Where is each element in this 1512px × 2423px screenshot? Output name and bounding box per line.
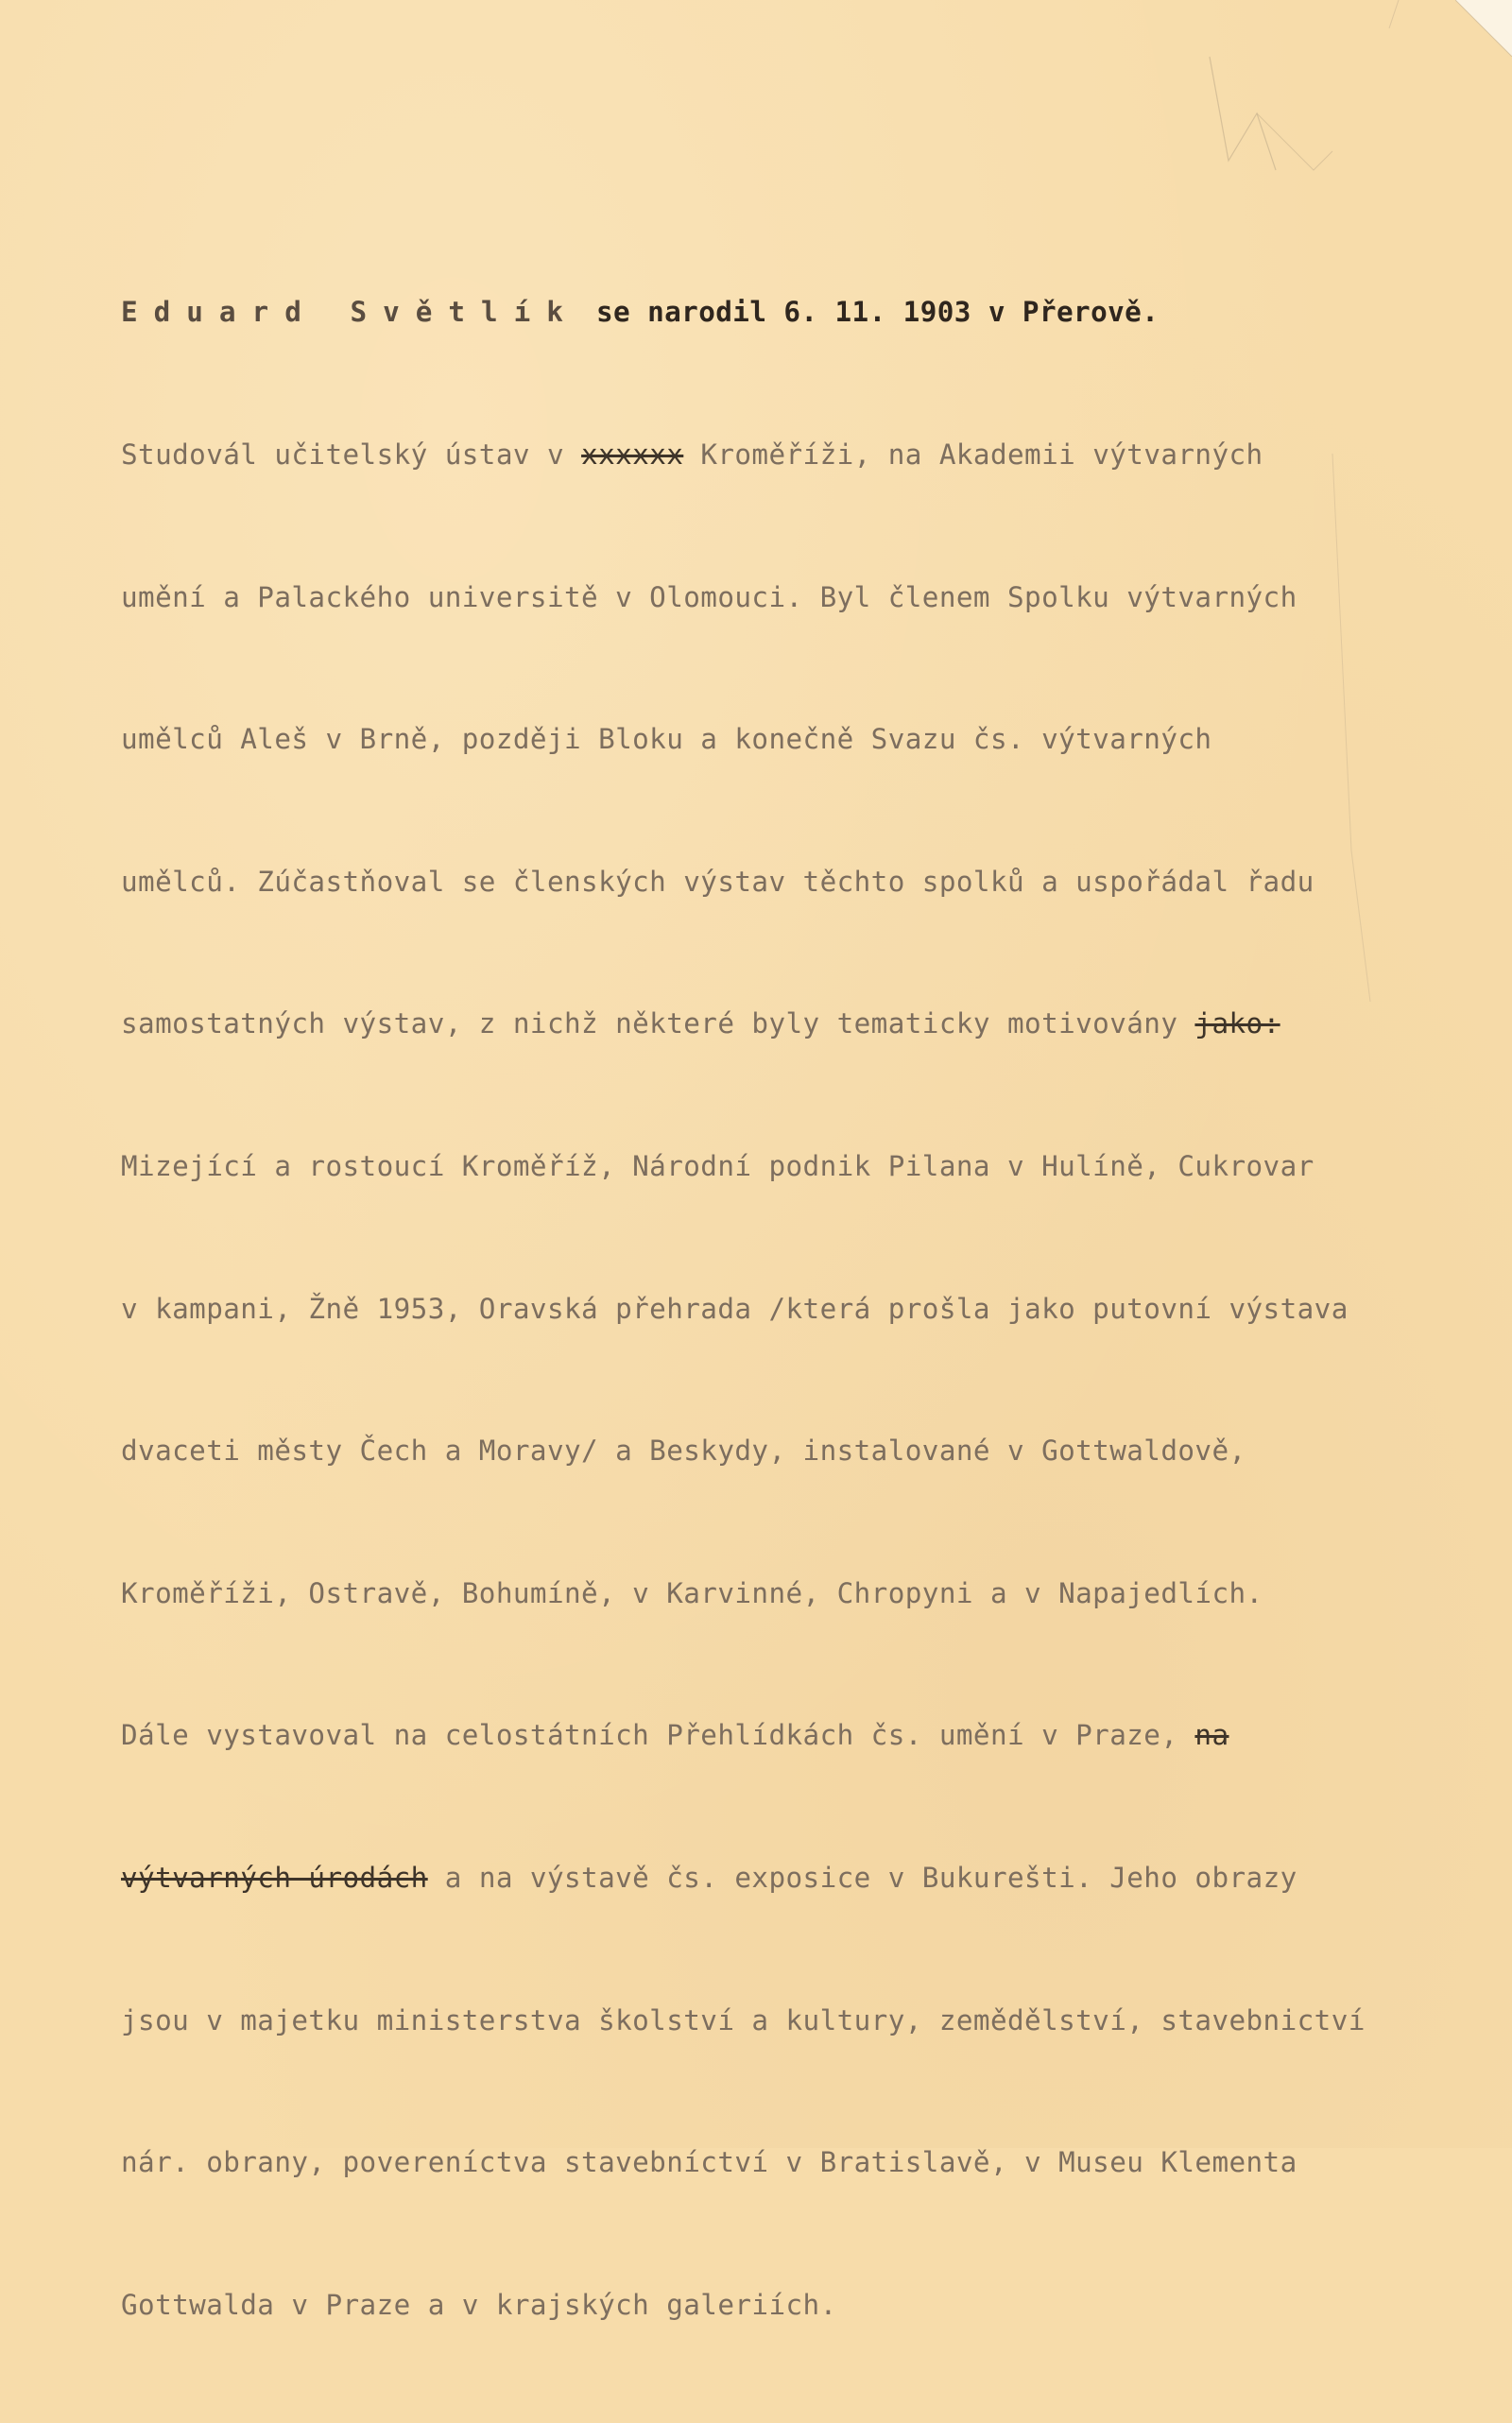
text-line-1 <box>121 288 1510 335</box>
line-6-struck: jako: <box>1194 1007 1280 1040</box>
line-9-seg-1: dvaceti městy Čech a Moravy/ a Beskydy, instalované v Gottwaldově, <box>121 1435 1246 1468</box>
line-4-seg-1: umělců Aleš v Brně, později Bloku a konečně Svazu čs. výtvarných <box>121 723 1212 756</box>
biography-text <box>121 194 1510 2423</box>
line-2-seg-1: Studovál učitelský ústav v <box>121 438 582 471</box>
text-line-4 <box>121 715 1510 763</box>
text-line-11 <box>121 1711 1510 1759</box>
text-line-3 <box>121 574 1510 621</box>
line-15-seg-1: Gottwalda v Praze a v krajských galeriích. <box>121 2288 837 2321</box>
text-line-12 <box>121 1854 1510 1901</box>
line-2-seg-3: Kroměříži, na Akademii výtvarných <box>683 438 1263 471</box>
line-13-seg-1: jsou v majetku ministerstva školství a kultury, zemědělství, stavebnictví <box>121 2003 1366 2036</box>
line-12-seg-2: a na výstavě čs. exposice v Bukurešti. Jeho obrazy <box>427 1861 1297 1894</box>
text-line-14 <box>121 2139 1510 2186</box>
line-14-seg-1: nár. obrany, povereníctva stavebníctví v Bratislavě, v Museu Klementa <box>121 2146 1297 2179</box>
line-2-struck: xxxxxx <box>581 438 684 471</box>
line-5-seg-1: umělců. Zúčastňoval se členských výstav těchto spolků a uspořádal řadu <box>121 865 1314 898</box>
line-12-struck: výtvarných úrodách <box>121 1861 428 1894</box>
text-line-2 <box>121 431 1510 478</box>
line-6-seg-1: samostatných výstav, z nichž některé byly tematicky motivovány <box>121 1007 1195 1040</box>
text-line-9 <box>121 1427 1510 1474</box>
line-10-seg-1: Kroměříži, Ostravě, Bohumíně, v Karvinné, Chropyni a v Napajedlích. <box>121 1576 1263 1609</box>
text-line-6 <box>121 1000 1510 1047</box>
text-line-10 <box>121 1570 1510 1617</box>
text-line-8 <box>121 1285 1510 1332</box>
line-7-seg-1: Mizející a rostoucí Kroměříž, Národní podnik Pilana v Hulíně, Cukrovar <box>121 1149 1314 1182</box>
line-8-seg-1: v kampani, Žně 1953, Oravská přehrada /která prošla jako putovní výstava <box>121 1292 1349 1325</box>
heading-name: Eduard Světlík <box>121 296 579 329</box>
line-1-seg-1: se narodil 6. 11. 1903 v Přerově. <box>578 296 1160 329</box>
text-line-7 <box>121 1143 1510 1190</box>
text-line-13 <box>121 1997 1510 2044</box>
line-11-struck: na <box>1194 1719 1229 1752</box>
text-line-15 <box>121 2281 1510 2328</box>
text-line-5 <box>121 858 1510 905</box>
line-3-seg-1: umění a Palackého universitě v Olomouci. Byl členem Spolku výtvarných <box>121 580 1297 613</box>
line-11-seg-1: Dále vystavoval na celostátních Přehlídkách čs. umění v Praze, <box>121 1719 1195 1752</box>
